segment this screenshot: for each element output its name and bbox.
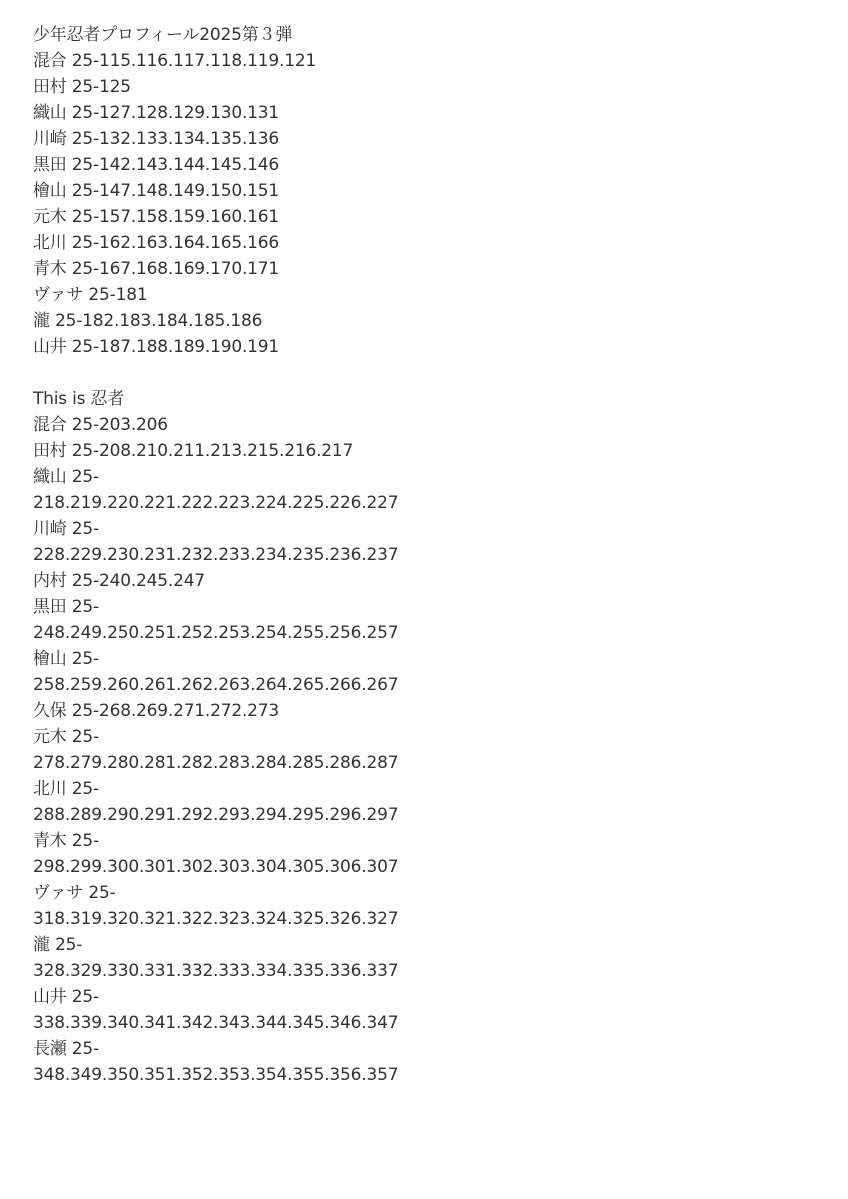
section-this-is-ninja <box>33 386 813 1088</box>
text-line: 248.249.250.251.252.253.254.255.256.257 <box>33 623 399 643</box>
text-line: 山井 25- <box>33 987 99 1007</box>
text-line: 北川 25-162.163.164.165.166 <box>33 233 280 253</box>
text-line: 黒田 25- <box>33 597 99 617</box>
text-line: 218.219.220.221.222.223.224.225.226.227 <box>33 493 399 513</box>
blank-line <box>33 360 813 386</box>
text-line: 内村 25-240.245.247 <box>33 571 205 591</box>
text-line: 川崎 25-132.133.134.135.136 <box>33 129 280 149</box>
note-body <box>33 22 813 1088</box>
text-line: 混合 25-115.116.117.118.119.121 <box>33 51 317 71</box>
text-line: 檜山 25- <box>33 649 99 669</box>
text-line: 298.299.300.301.302.303.304.305.306.307 <box>33 857 399 877</box>
text-line: ヴァサ 25- <box>33 883 116 903</box>
text-line: 檜山 25-147.148.149.150.151 <box>33 181 280 201</box>
text-line: 348.349.350.351.352.353.354.355.356.357 <box>33 1065 399 1085</box>
text-line: 278.279.280.281.282.283.284.285.286.287 <box>33 753 399 773</box>
text-line: 青木 25-167.168.169.170.171 <box>33 259 280 279</box>
text-line: 久保 25-268.269.271.272.273 <box>33 701 280 721</box>
text-line: 228.229.230.231.232.233.234.235.236.237 <box>33 545 399 565</box>
text-line: 川崎 25- <box>33 519 99 539</box>
section-title: This is 忍者 <box>33 389 125 409</box>
text-line: 328.329.330.331.332.333.334.335.336.337 <box>33 961 399 981</box>
text-line: 北川 25- <box>33 779 99 799</box>
text-line: 元木 25-157.158.159.160.161 <box>33 207 280 227</box>
text-line: 258.259.260.261.262.263.264.265.266.267 <box>33 675 399 695</box>
text-line: 青木 25- <box>33 831 99 851</box>
section-profile-2025-vol3 <box>33 22 813 360</box>
text-line: 瀧 25-182.183.184.185.186 <box>33 311 263 331</box>
text-line: ヴァサ 25-181 <box>33 285 148 305</box>
text-line: 338.339.340.341.342.343.344.345.346.347 <box>33 1013 399 1033</box>
text-line: 288.289.290.291.292.293.294.295.296.297 <box>33 805 399 825</box>
text-line: 織山 25- <box>33 467 99 487</box>
text-line: 元木 25- <box>33 727 99 747</box>
text-line: 長瀬 25- <box>33 1039 99 1059</box>
section-title: 少年忍者プロフィール2025第３弾 <box>33 25 293 45</box>
text-line: 田村 25-208.210.211.213.215.216.217 <box>33 441 354 461</box>
text-line: 織山 25-127.128.129.130.131 <box>33 103 280 123</box>
text-line: 山井 25-187.188.189.190.191 <box>33 337 280 357</box>
text-line: 混合 25-203.206 <box>33 415 168 435</box>
text-line: 318.319.320.321.322.323.324.325.326.327 <box>33 909 399 929</box>
text-line: 黒田 25-142.143.144.145.146 <box>33 155 280 175</box>
text-line: 田村 25-125 <box>33 77 131 97</box>
text-line: 瀧 25- <box>33 935 83 955</box>
